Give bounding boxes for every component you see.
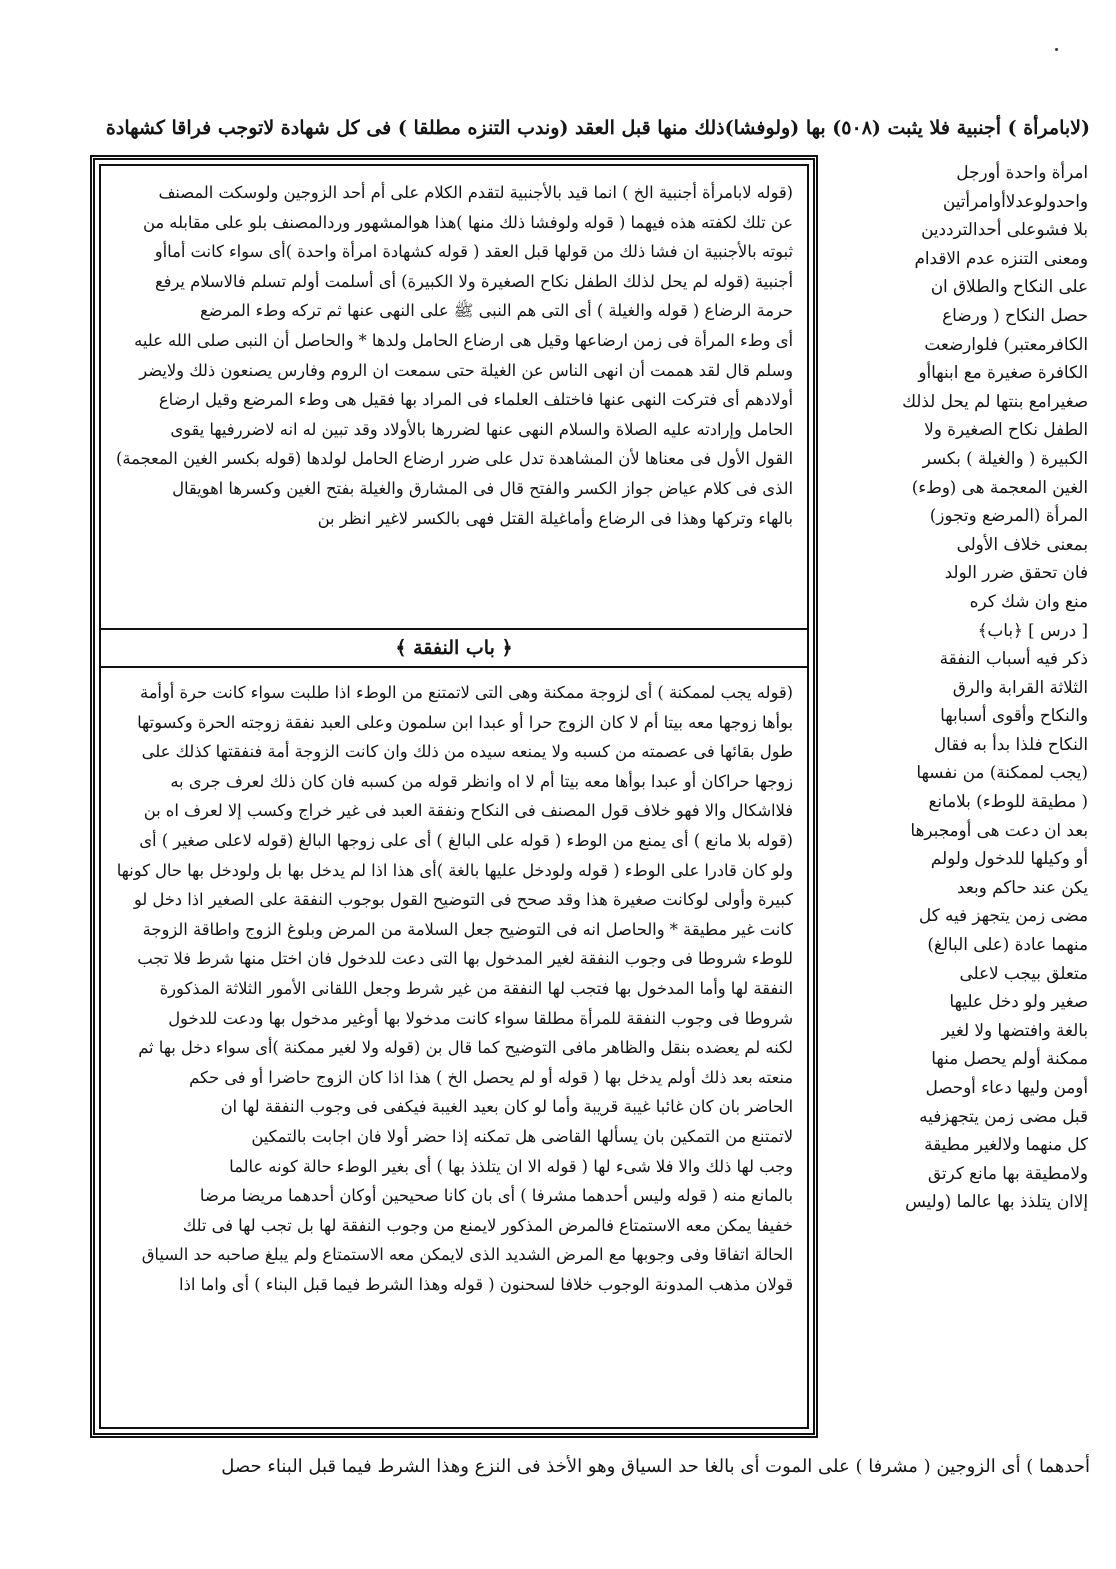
commentary-line: الحاضر بان كان غائبا غيبة قريبة وأما لو كان بعيد الغيبة فيكفى فى وجوب النفقة لها ان <box>220 1097 793 1117</box>
matn-line: صغير ولو دخل عليها <box>949 991 1088 1012</box>
commentary-frame-inner <box>99 164 809 1429</box>
commentary-line: فلااشكال والا فهو خلاف قول المصنف فى النكاح ونفقة العبد فى غير خراج وكسب إلا لعرف اه بن <box>143 801 793 821</box>
matn-line: مضى زمن يتجهز فيه كل <box>918 905 1088 926</box>
commentary-line: حرمة الرضاع ( قوله والغيلة ) أى التى هم النبى ﷺ على النهى عنها ثم تركه وطء المرضع <box>199 301 793 321</box>
page-header-line: (لابامرأة ) أجنبية فلا يثبت (٥٠٨) بها (ولوفشا)ذلك منها قبل العقد (وندب التنزه مطلقا ) فى كل شهادة لاتوجب فراقا كشهادة <box>105 117 1090 139</box>
commentary-line: القول الأول فى معناها لأن المشاهدة تدل على ضرر ارضاع الحامل لولدها (قوله بكسر الغين المعجمة) <box>116 449 793 469</box>
matn-line: حصل النكاح ( ورضاع <box>942 304 1088 325</box>
matn-line: [ درس ] ﴿باب﴾ <box>977 619 1088 640</box>
commentary-line: النفقة لها وأما المدخول بها فتجب لها النفقة من غير شرط وجعل اللقانى الأمور الثلاثة المذكورة <box>159 978 793 998</box>
matn-line: قبل مضى زمن يتجهزفيه <box>919 1105 1088 1126</box>
matn-line: فان تحقق ضرر الولد <box>944 562 1088 583</box>
commentary-line: الحامل وإرادته عليه الصلاة والسلام النهى عنها لضررها بالأولاد وقد تبين له انه لاضررفيها يقوى <box>170 419 793 439</box>
commentary-line: أولادهم أى فتركت النهى عنها فاختلف العلماء فى المراد بها فقيل هى وطء المرضع وقيل ارضاع <box>158 390 793 410</box>
matn-line: النكاح فلذا بدأ به فقال <box>933 733 1088 754</box>
commentary-line: زوجها حراكان أو عبدا بوأها معه بيتا أم لا اه وانظر قوله من كسبه فان كان ذلك لعرف جرى به <box>170 771 793 791</box>
commentary-line: ولو كان قادرا على الوطء ( قوله ولودخل عليها بالغة )أى هذا اذا لم يدخل بها بل ولودخل بها حال كونها <box>116 860 793 880</box>
matn-line: بالغة وافتضها ولا لغير <box>941 1019 1088 1040</box>
commentary-line: (قوله لابامرأة أجنبية الخ ) انما قيد بالأجنبية لتقدم الكلام على أم أحد الزوجين ولوسكت المصنف <box>158 183 793 202</box>
matn-line: متعلق بيجب لاعلى <box>959 962 1088 983</box>
commentary-line: أى وطء المرأة فى زمن ارضاعها وقيل هى ارضاع الحامل ولدها * والحاصل أن النبى صلى الله عليه <box>134 330 793 350</box>
commentary-line: بوأها زوجها معه بيتا أم لا كان الزوج حرا أو عبدا ابن سلمون وعلى العبد نفقة زوجته الحرة وكسوتها <box>137 712 793 732</box>
commentary-line: وسلم قال لقد هممت أن انهى الناس عن الغيلة حتى سمعت ان الروم وفارس يصنعون ذلك ولايضر <box>139 360 793 380</box>
matn-line: والنكاح وأقوى أسبابها <box>940 705 1088 726</box>
commentary-line: بالمانع منه ( قوله وليس أحدهما مشرفا ) أى بان كانا صحيحين أوكان أحدهما مريضا مرضا <box>199 1186 793 1206</box>
matn-line: الطفل نكاح الصغيرة ولا <box>924 419 1088 440</box>
matn-line: ذكر فيه أسباب النفقة <box>939 648 1088 669</box>
matn-line: الثلاثة القرابة والرق <box>952 676 1088 697</box>
matn-line: واحدولوعدلاأوامرأتين <box>942 190 1088 211</box>
commentary-line: شروطا فى وجوب النفقة للمرأة مطلقا سواء كانت مدخولا بها أوغير مدخول بها ودعت للدخول <box>168 1008 793 1028</box>
commentary-block-rada <box>115 178 793 533</box>
matn-line: منع وان شك كره <box>969 590 1088 611</box>
matn-line: الكافرة صغيرة مع ابنهاأو <box>918 362 1088 383</box>
matn-line: على النكاح والطلاق ان <box>930 276 1088 297</box>
matn-line: يكن عند حاكم وبعد <box>957 876 1088 897</box>
commentary-line: كبيرة وأولى لوكانت صغيرة هذا وقد صحح فى التوضيح القول بوجوب النفقة على الصغير اذا دخل لو <box>133 890 793 910</box>
commentary-line: قولان مذهب المدونة الوجوب خلافا لسحنون ( قوله وهذا الشرط فيما قبل البناء ) أى واما اذا <box>179 1274 793 1294</box>
matn-line: بمعنى خلاف الأولى <box>956 533 1088 554</box>
matn-line: المرأة (المرضع وتجوز) <box>929 505 1088 526</box>
matn-line: أومن وليها دعاء أوحصل <box>925 1077 1088 1097</box>
commentary-line: لاتمتنع من التمكين بان يسألها القاضى هل تمكنه إذا حضر أولا فان اجابت بالتمكين <box>251 1126 793 1146</box>
commentary-line: لكنه لم يعضده بنقل والظاهر مافى التوضيح كما قال بن (قوله ولا لغير ممكنة )أى سواء دخل بها ثم <box>138 1038 793 1058</box>
matn-line: ولامطيقة بها مانع كرتق <box>927 1162 1088 1183</box>
matn-line: امرأة واحدة أورجل <box>956 162 1088 182</box>
page-speck <box>1055 48 1058 51</box>
commentary-block-nafaqa <box>115 678 793 1299</box>
commentary-line: ثبوته بالأجنبية ان فشا ذلك من قولها قبل العقد ( قوله كشهادة امرأة واحدة )أى سواء كانت أماأو <box>154 242 793 262</box>
matn-line: ( مطيقة للوطء) بلامانع <box>928 791 1088 812</box>
matn-line: كل منهما ولالغير مطيقة <box>924 1134 1088 1155</box>
commentary-line: وجب لها ذلك والا فلا شىء لها ( قوله الا ان يتلذذ بها ) أى بغير الوطء حالة كونه عالما <box>229 1156 793 1176</box>
commentary-line: الذى فى كلام عياض جواز الكسر والفتح قال فى المشارق والغيلة بفتح الغين وكسرها اهويقال <box>172 478 793 498</box>
commentary-line: الحالة اتفاقا وفى وجوبها مع المرض الشديد الذى لايمكن معه الاستمتاع ولم يبلغ صاحبه حد السياق <box>141 1245 793 1265</box>
matn-margin-column <box>838 158 1088 1216</box>
commentary-frame <box>90 155 818 1438</box>
commentary-line: بالهاء وتركها وهذا فى الرضاع وأماغيلة القتل فهى بالكسر لاغير انظر بن <box>317 508 793 528</box>
commentary-line: أجنبية (قوله لم يحل لذلك الطفل نكاح الصغيرة ولا الكبيرة) أى أسلمت أولم تسلم فالاسلام يرفع <box>155 271 793 291</box>
matn-line: أو وكيلها للدخول ولولم <box>930 848 1088 869</box>
matn-line: الكبيرة ( والغيلة ) بكسر <box>922 447 1088 468</box>
commentary-line: (قوله بلا مانع ) أى يمنع من الوطء ( قوله على البالغ ) أى على زوجها البالغ (قوله لاعلى صغير ) أى <box>139 830 793 850</box>
page-footer-line: أحدهما ) أى الزوجين ( مشرفا ) على الموت أى بالغا حد السياق وهو الأخذ فى النزع وهذا الشرط فيما قبل البناء حصل <box>221 1456 1090 1477</box>
matn-line: الغين المعجمة هى (وطء) <box>911 476 1088 497</box>
chapter-heading: ﴿ باب النفقة ﴾ <box>395 637 513 659</box>
matn-line: ومعنى التنزه عدم الاقدام <box>914 247 1088 268</box>
matn-line: إلاان يتلذذ بها عالما (وليس <box>905 1191 1088 1212</box>
matn-line: منهما عادة (على البالغ) <box>927 934 1088 955</box>
commentary-line: خفيفا يمكن معه الاستمتاع فالمرض المذكور لايمنع من وجوب النفقة لها بل تجب لها فى تلك <box>182 1215 793 1235</box>
matn-line: ممكنة أولم يحصل منها <box>931 1048 1088 1069</box>
commentary-line: منعته بعد ذلك أولم يدخل بها ( قوله أو لم يحصل الخ ) هذا اذا كان الزوج حاضرا أو فى حكم <box>189 1067 793 1087</box>
commentary-line: للوطء شروطا فى وجوب النفقة لغير المدخول بها التى دعت للدخول فان اختل منها شرط فلا تجب <box>137 949 793 969</box>
commentary-line: طول بقائها فى عصمته من كسبه ولا يمنعه سيده من ذلك وان كانت الزوجة أمة فنفقتها كذلك على <box>141 742 793 762</box>
matn-line: الكافرمعتبر) فلوارضعت <box>924 333 1088 354</box>
section-divider-top <box>101 628 807 630</box>
matn-line: بلا فشوعلى أحدالترددين <box>921 219 1088 240</box>
matn-line: بعد ان دعت هى أومجبرها <box>910 819 1088 840</box>
section-divider-bottom <box>101 666 807 668</box>
commentary-line: كانت غير مطيقة * والحاصل انه فى التوضيح جعل السلامة من المرض وبلوغ الزوج واطاقة الزوجة <box>142 919 793 939</box>
commentary-line: عن تلك لكفته هذه فيهما ( قوله ولوفشا ذلك منها )هذا هوالمشهور وردالمصنف بلو على مقابله من <box>142 212 793 232</box>
matn-line: (يجب لممكنة) من نفسها <box>916 762 1088 783</box>
matn-line: صغيرامع بنتها لم يحل لذلك <box>902 390 1088 411</box>
commentary-line: (قوله يجب لممكنة ) أى لزوجة ممكنة وهى التى لاتمتنع من الوطء اذا طلبت سواء كانت حرة أوأمة <box>139 683 793 702</box>
